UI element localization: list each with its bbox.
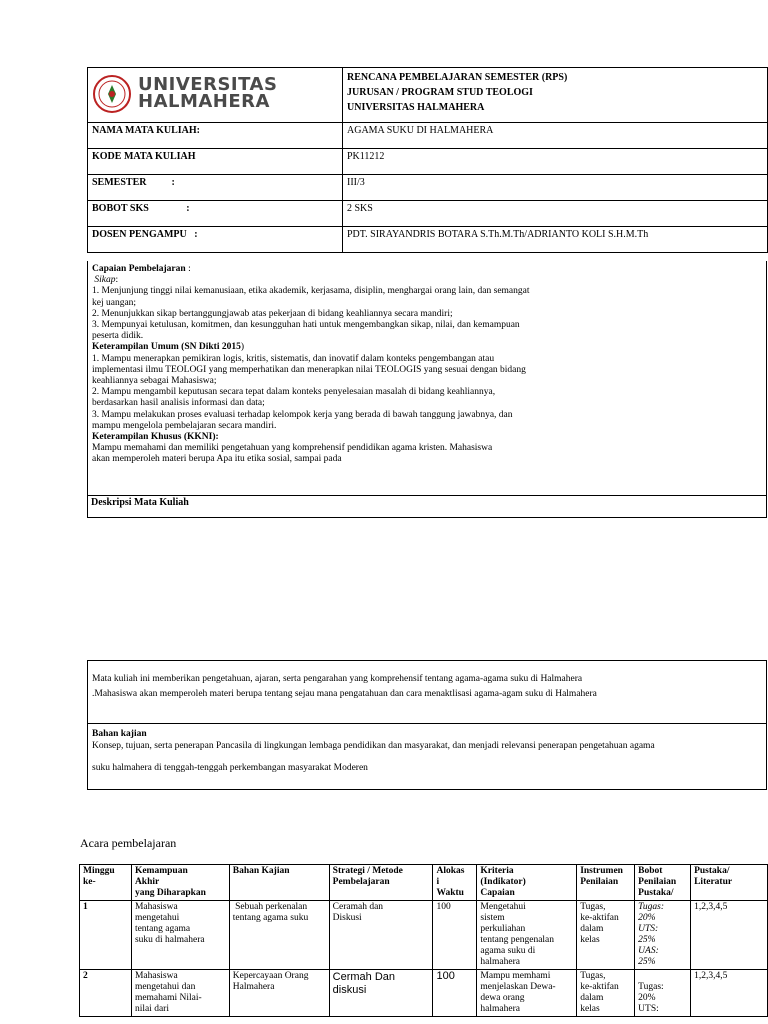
deskripsi-box	[87, 660, 767, 790]
deskripsi-line: .Mahasiswa akan memperoleh materi berupa tentang sejau mana pengatahuan dan cara menaktlisasi agama-agam suku di Halmahera	[92, 689, 597, 699]
cell-waktu: 100	[433, 970, 477, 1017]
info-value: PDT. SIRAYANDRIS BOTARA S.Th.M.Th/ADRIANTO KOLI S.H.M.Th	[343, 227, 768, 253]
sikap-line: peserta didik.	[92, 331, 144, 342]
cell-bobot: Tugas: 20% UTS:	[635, 970, 691, 1017]
info-row	[88, 227, 768, 253]
capaian-section: Capaian Pembelajaran : Sikap: 1. Menjunjung tinggi nilai kemanusiaan, etika akademik, kerjasama, disiplin, menghargai orang lain, dan semangat kej uangan; 2. Menunjukkan sikap bertanggungjawab atas pekerjaan di bidang keahliannya secara mandiri; 3. Mempunyai ketulusan, komitmen, dan kesungguhan hati untuk mengembangkan sikap, nilai, dan kemampuan peserta didik. Keterampilan Umum (SN Dikti 2015) 1. Mampu menerapkan pemikiran logis, kritis, sistematis, dan inovatif dalam konteks pengembangan atau implementasi ilmu TEOLOGI yang memperhatikan dan menerapkan nilai TEOLOGIS yang sesuai dengan bidang keahliannya sebagai Mahasiswa; 2. Mampu mengambil keputusan secara tepat dalam konteks penyelesaian masalah di bidang keahliannya, berdasarkan hasil analisis informasi dan data; 3. Mampu melakukan proses evaluasi terhadap kelompok kerja yang berada di bawah tanggung jawabnya, dan mampu mengelola pembelajaran secara mandiri. Keterampilan Khusus (KKNI): Mampu memahami dan memiliki pengetahuan yang komprehensif pendidikan agama kristen. Mahasiswa akan memperoleh materi berupa Apa itu etika sosial, sampai pada	[87, 261, 767, 518]
table-row	[80, 970, 768, 1017]
umum-line: 3. Mampu melakukan proses evaluasi terhadap kelompok kerja yang berada di bawah tanggung jawabnya, dan	[92, 409, 513, 420]
cell-kriteria: Mengetahui sistem perkuliahan tentang pengenalan agama suku di halmahera	[477, 901, 577, 970]
col-header-kriteria: Kriteria (Indikator) Capaian	[477, 865, 577, 901]
capaian-heading: Capaian Pembelajaran	[92, 264, 186, 274]
cell-kemampuan: Mahasiswa mengetahui dan memahami Nilai- nilai dari	[131, 970, 229, 1017]
umum-heading: Keterampilan Umum (SN Dikti 2015	[92, 342, 241, 353]
info-value: PK11212	[343, 149, 768, 175]
info-row	[88, 175, 768, 201]
info-label: KODE MATA KULIAH	[88, 149, 343, 175]
col-header-bobot: Bobot Penilaian Pustaka/	[635, 865, 691, 901]
col-header-minggu: Minggu ke-	[80, 865, 132, 901]
col-header-kemampuan: Kemampuan Akhir yang Diharapkan	[131, 865, 229, 901]
bahan-kajian-line: Konsep, tujuan, serta penerapan Pancasila di lingkungan lembaga pendidikan dan masyarakat, dan menjadi relevansi penerapan pengetahuan agama	[92, 741, 655, 751]
cell-week: 2	[80, 970, 132, 1017]
deskripsi-heading: Deskripsi Mata Kuliah	[87, 495, 767, 509]
info-label: NAMA MATA KULIAH:	[88, 123, 343, 149]
university-seal-icon	[92, 74, 132, 114]
cell-instrumen: Tugas, ke-aktifan dalam kelas	[577, 901, 635, 970]
cell-strategi: Cermah Dan diskusi	[329, 970, 433, 1017]
bahan-kajian-heading: Bahan kajian	[92, 729, 147, 739]
umum-line: implementasi ilmu TEOLOGI yang memperhatikan dan menerapkan nilai TEOLOGIS yang sesuai dengan bidang	[92, 364, 526, 375]
cell-kriteria: Mampu memhami menjelaskan Dewa- dewa orang halmahera	[477, 970, 577, 1017]
sikap-line: kej uangan;	[92, 297, 137, 308]
rps-title: RENCANA PEMBELAJARAN SEMESTER (RPS) JURUSAN / PROGRAM STUD TEOLOGI UNIVERSITAS HALMAHERA	[343, 68, 768, 123]
header-table	[87, 67, 768, 253]
sikap-line: 3. Mempunyai ketulusan, komitmen, dan kesungguhan hati untuk mengembangkan sikap, nilai, dan kemampuan	[92, 320, 520, 331]
info-value: III/3	[343, 175, 768, 201]
info-label: SEMESTER :	[88, 175, 343, 201]
logo-cell	[88, 68, 343, 123]
cell-week: 1	[80, 901, 132, 970]
section-divider	[88, 723, 766, 724]
umum-line: berdasarkan hasil analisis informasi dan data;	[92, 398, 265, 409]
table-header-row	[80, 865, 768, 901]
sikap-line: 2. Menunjukkan sikap bertanggungjawab atas pekerjaan di bidang keahliannya secara mandiri;	[92, 308, 453, 319]
table-row	[80, 901, 768, 970]
sikap-line: 1. Menjunjung tinggi nilai kemanusiaan, etika akademik, kerjasama, disiplin, menghargai orang lain, dan semangat	[92, 286, 530, 297]
info-label: BOBOT SKS :	[88, 201, 343, 227]
khusus-heading: Keterampilan Khusus (KKNI):	[92, 432, 219, 443]
acara-table	[79, 864, 768, 1017]
umum-line: 2. Mampu mengambil keputusan secara tepat dalam konteks penyelesaian masalah di bidang keahliannya,	[92, 387, 496, 398]
khusus-line: Mampu memahami dan memiliki pengetahuan yang komprehensif pendidikan agama kristen. Mahasiswa	[92, 443, 493, 454]
col-header-strategi: Strategi / Metode Pembelajaran	[329, 865, 433, 901]
sikap-label: Sikap	[94, 275, 116, 286]
info-value: AGAMA SUKU DI HALMAHERA	[343, 123, 768, 149]
umum-line: mampu mengelola pembelajaran secara mandiri.	[92, 420, 277, 431]
bahan-kajian-line: suku halmahera di tenggah-tenggah perkembangan masyarakat Moderen	[92, 763, 368, 773]
info-row	[88, 123, 768, 149]
info-label: DOSEN PENGAMPU :	[88, 227, 343, 253]
cell-strategi: Ceramah dan Diskusi	[329, 901, 433, 970]
info-value: 2 SKS	[343, 201, 768, 227]
col-header-instrumen: Instrumen Penilaian	[577, 865, 635, 901]
cell-pustaka: 1,2,3,4,5	[691, 901, 768, 970]
khusus-line: akan memperoleh materi berupa Apa itu etika sosial, sampai pada	[92, 454, 342, 465]
cell-pustaka: 1,2,3,4,5	[691, 970, 768, 1017]
cell-kemampuan: Mahasiswa mengetahui tentang agama suku di halmahera	[131, 901, 229, 970]
university-logo-text: UNIVERSITAS HALMAHERA	[138, 74, 278, 112]
umum-line: keahliannya sebagai Mahasiswa;	[92, 376, 217, 387]
umum-line: 1. Mampu menerapkan pemikiran logis, kritis, sistematis, dan inovatif dalam konteks pengembangan atau	[92, 353, 495, 364]
cell-bahan: Sebuah perkenalan tentang agama suku	[229, 901, 329, 970]
cell-waktu: 100	[433, 901, 477, 970]
cell-bahan: Kepercayaan Orang Halmahera	[229, 970, 329, 1017]
col-header-pustaka: Pustaka/ Literatur	[691, 865, 768, 901]
cell-bobot: Tugas: 20% UTS: 25% UAS: 25%	[635, 901, 691, 970]
col-header-alokasi: Alokas i Waktu	[433, 865, 477, 901]
acara-title: Acara pembelajaran	[80, 836, 177, 850]
info-row	[88, 149, 768, 175]
col-header-bahan: Bahan Kajian	[229, 865, 329, 901]
cell-instrumen: Tugas, ke-aktifan dalam kelas	[577, 970, 635, 1017]
info-row	[88, 201, 768, 227]
deskripsi-line: Mata kuliah ini memberikan pengetahuan, ajaran, serta pengarahan yang komprehensif tentang agama-agama suku di Halmahera	[92, 674, 583, 684]
